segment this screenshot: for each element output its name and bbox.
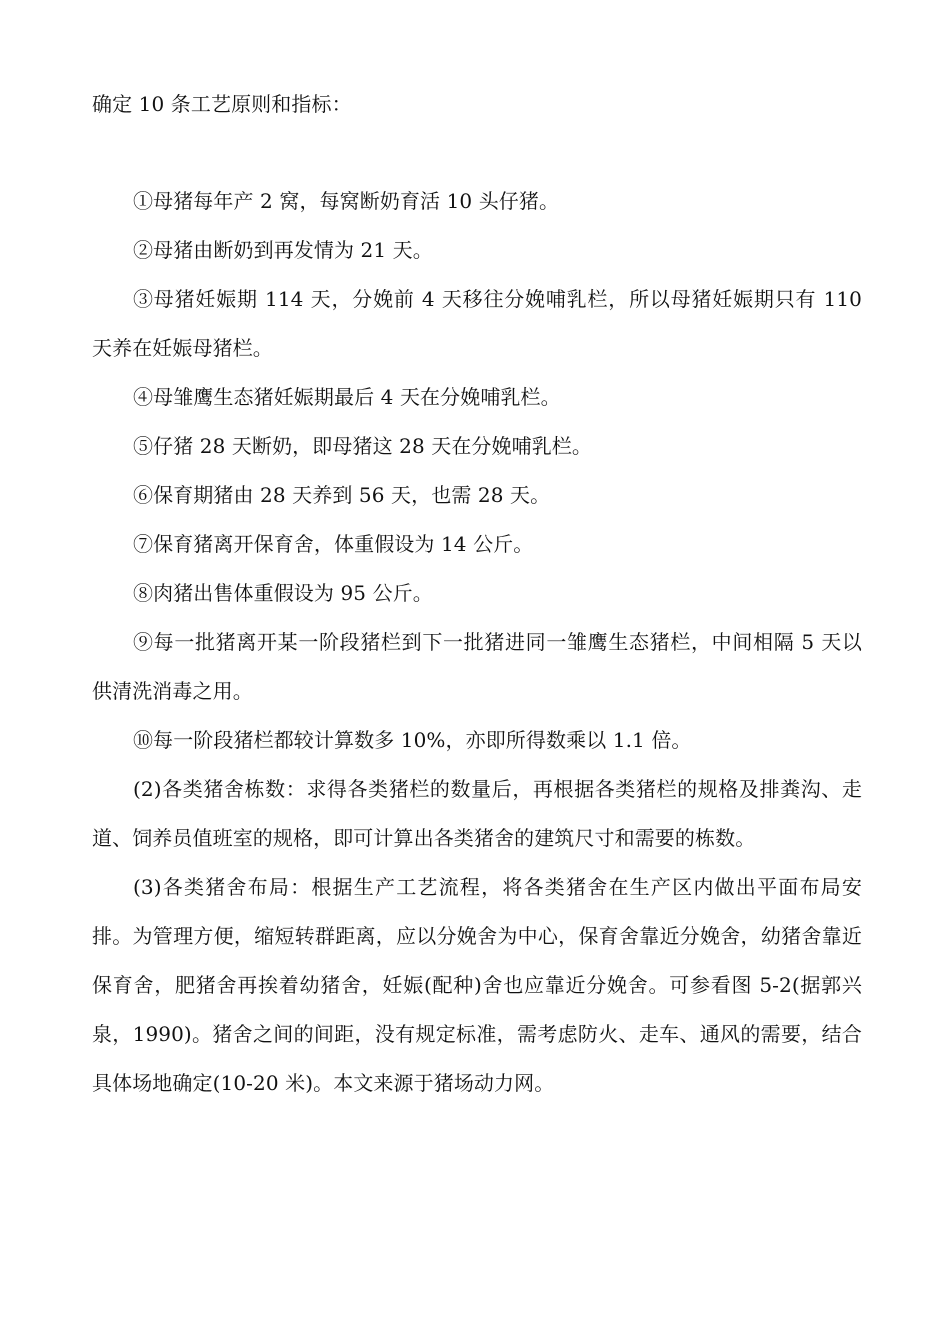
intro-line: 确定 10 条工艺原则和指标： [92,92,352,116]
principle-item-6: ⑥保育期猪由 28 天养到 56 天，也需 28 天。 [133,483,551,507]
principle-item-5: ⑤仔猪 28 天断奶，即母猪这 28 天在分娩哺乳栏。 [133,434,593,458]
principle-item-3: ③母猪妊娠期 114 天，分娩前 4 天移往分娩哺乳栏，所以母猪妊娠期只有 110 天养在妊娠母猪栏。 [92,287,862,360]
principle-item-4: ④母雏鹰生态猪妊娠期最后 4 天在分娩哺乳栏。 [133,385,561,409]
principle-item-1: ①母猪每年产 2 窝，每窝断奶育活 10 头仔猪。 [133,189,560,213]
document-body [92,80,862,1108]
principle-item-9: ⑨每一批猪离开某一阶段猪栏到下一批猪进同一雏鹰生态猪栏，中间相隔 5 天以供清洗消毒之用。 [92,630,862,703]
section-3-paragraph: (3)各类猪舍布局：根据生产工艺流程，将各类猪舍在生产区内做出平面布局安排。为管理方便，缩短转群距离，应以分娩舍为中心，保育舍靠近分娩舍，幼猪舍靠近保育舍，肥猪舍再挨着幼猪舍，妊娠(配种)舍也应靠近分娩舍。可参看图 5-2(据郭兴泉，1990)。猪舍之间的间距，没有规定标准，需考虑防火、走车、通风的需要，结合具体场地确定(10-20 米)。本文来源于猪场动力网。 [92,875,862,1095]
principle-item-7: ⑦保育猪离开保育舍，体重假设为 14 公斤。 [133,532,534,556]
principle-item-10: ⑩每一阶段猪栏都较计算数多 10%，亦即所得数乘以 1.1 倍。 [133,728,692,752]
principle-item-2: ②母猪由断奶到再发情为 21 天。 [133,238,433,262]
principle-item-8: ⑧肉猪出售体重假设为 95 公斤。 [133,581,433,605]
section-2-paragraph: (2)各类猪舍栋数：求得各类猪栏的数量后，再根据各类猪栏的规格及排粪沟、走道、饲养员值班室的规格，即可计算出各类猪舍的建筑尺寸和需要的栋数。 [92,777,862,850]
